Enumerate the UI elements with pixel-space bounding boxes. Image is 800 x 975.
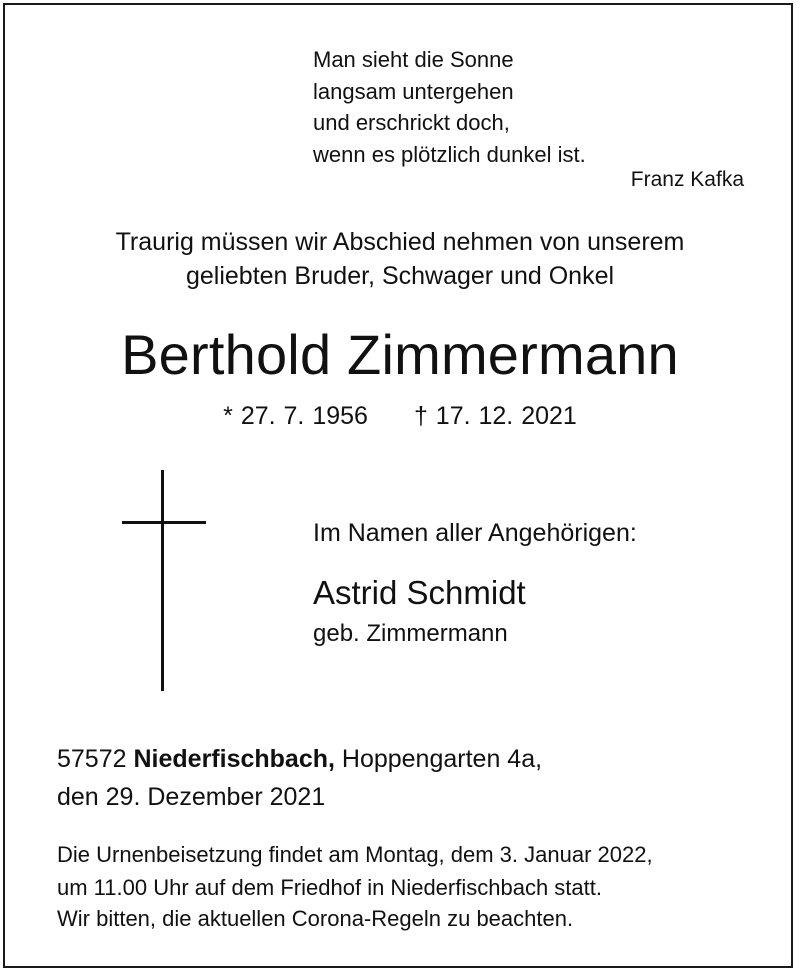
address-zip: 57572 <box>57 745 127 773</box>
intro-line-1: Traurig müssen wir Abschied nehmen von unserem <box>115 228 685 256</box>
cross-icon <box>161 470 164 691</box>
funeral-line-2: um 11.00 Uhr auf dem Friedhof in Niederfischbach statt. <box>57 875 602 900</box>
mourners-label: Im Namen aller Angehörigen: <box>313 519 637 547</box>
birth-date: * 27. 7. 1956 <box>223 402 368 430</box>
poem-line: langsam untergehen <box>313 78 514 104</box>
life-dates <box>0 402 800 431</box>
mourner-name: Astrid Schmidt <box>313 574 526 611</box>
intro-line-2: geliebten Bruder, Schwager und Onkel <box>185 262 615 290</box>
mourner-maiden-name: geb. Zimmermann <box>313 620 508 647</box>
death-date: † 17. 12. 2021 <box>413 402 577 430</box>
address-street: Hoppengarten 4a, <box>341 745 543 773</box>
cross-icon-bar <box>122 521 206 524</box>
funeral-info <box>57 838 653 904</box>
poem-line: wenn es plötzlich dunkel ist. <box>313 141 586 167</box>
address-city: Niederfischbach, <box>133 745 335 773</box>
address-date: den 29. Dezember 2021 <box>57 783 326 811</box>
poem-line: und erschrickt doch, <box>313 110 510 135</box>
address-block <box>57 740 542 816</box>
poem-author: Franz Kafka <box>630 168 744 191</box>
poem-quote <box>313 44 586 170</box>
intro-text <box>0 225 800 293</box>
deceased-name: Berthold Zimmermann <box>121 323 679 386</box>
funeral-line-1: Die Urnenbeisetzung findet am Montag, dem 3. Januar 2022, <box>57 842 653 867</box>
corona-notice: Wir bitten, die aktuellen Corona-Regeln zu beachten. <box>57 906 574 931</box>
poem-line: Man sieht die Sonne <box>313 47 514 72</box>
